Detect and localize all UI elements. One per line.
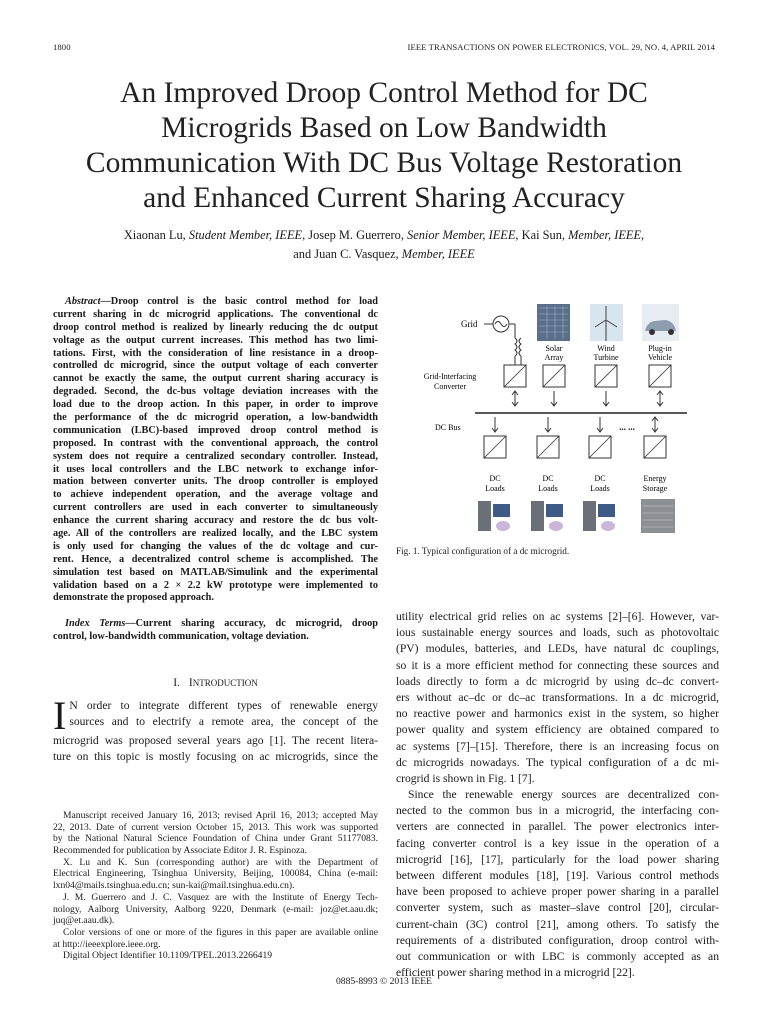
figure-caption: Fig. 1. Typical configuration of a dc microgrid. (396, 546, 570, 556)
load-label: DC (542, 474, 554, 483)
right-column-text (396, 609, 719, 981)
abstract-line: current controllers are used in each converter to simultaneously (53, 502, 378, 514)
section-heading (53, 676, 378, 689)
footnote-line: 22, 2013. Date of current version October 15, 2013. This work was supported (53, 821, 378, 833)
abstract-line: rent. Hence, a decentralized control scheme is accomplished. The (53, 553, 378, 565)
abstract-line: proposed. In contrast with the conventional approach, the control (53, 437, 378, 449)
abstract-line: controlled dc microgrid, since the output voltage of each converter (53, 360, 378, 372)
author-list (40, 226, 728, 263)
body-line: no reactive power and harmonics exist in the system, so higher (396, 707, 719, 721)
grid-label: Grid (461, 319, 478, 329)
title-line: Microgrids Based on Low Bandwidth (161, 112, 607, 144)
body-line: sources and to electrify a remote area, the concept of the (69, 715, 378, 729)
body-line: current-chain (3C) control [21], among others. To satisfy the (396, 917, 719, 931)
abstract-line: demonstrate the proposed approach. (53, 592, 214, 604)
energy-storage-image (641, 499, 675, 533)
vehicle-wheel (668, 329, 674, 335)
body-line: converter system, such as master–slave control [20], circular- (396, 901, 719, 915)
body-line: so it is a more efficient method for connecting these sources and (396, 658, 719, 672)
section-numeral: I. (173, 676, 180, 689)
title-line: Communication With DC Bus Voltage Restoration (85, 147, 683, 179)
body-line: requirements of a distributed configuration, droop control with- (396, 933, 719, 947)
source-label: Wind (597, 344, 615, 353)
drop-cap: I (53, 693, 67, 738)
source-label: Vehicle (648, 353, 672, 362)
author-membership: Member, IEEE (401, 246, 475, 261)
footnote-line: at http://ieeexplore.ieee.org. (53, 938, 161, 950)
body-line: microgrid was proposed several years ago [1]. The recent litera- (53, 734, 378, 747)
solar-array-image (537, 304, 570, 341)
author-membership: Student Member, IEEE (188, 228, 303, 242)
sine-icon (495, 322, 507, 327)
source-label: Array (544, 353, 564, 362)
author-name: , Josep M. Guerrero, (302, 228, 408, 242)
load-label: Storage (642, 484, 668, 493)
body-line: between different modules [18], [19]. Various control methods (396, 869, 719, 882)
ellipsis-text: ... ... (619, 422, 635, 432)
footnote-line: juq@et.aau.dk). (53, 915, 115, 927)
abstract-label: Abstract (65, 296, 101, 307)
abstract-line: communication (LBC)-based improved droop control method is (53, 424, 378, 436)
footnote-line: lxn04@mails.tsinghua.edu.cn; sun-kai@mail.tsinghua.edu.cn). (53, 880, 295, 892)
load-label: Loads (485, 484, 505, 493)
source-label: Turbine (593, 353, 619, 362)
author-membership: Member, IEEE (568, 228, 642, 242)
abstract-line: voltage as the output current increases. This method has two limi- (53, 334, 378, 346)
load-label: DC (489, 474, 501, 483)
bidirectional-arrow-icon (512, 391, 518, 406)
footnote-line: X. Lu and K. Sun (corresponding author) are with the Department of (63, 856, 378, 868)
journal-header: IEEE TRANSACTIONS ON POWER ELECTRONICS, VOL. 29, NO. 4, APRIL 2014 (407, 42, 715, 52)
abstract-line: Abstract—Droop control is the basic control method for load (65, 296, 378, 307)
abstract-line: to achieve independent operation, and the average voltage and (53, 489, 378, 501)
body-line: microgrid [16], [17], particularly for the load power sharing (396, 852, 719, 866)
author-membership: Senior Member, IEEE (407, 228, 516, 242)
body-line: crogrid is shown in Fig. 1 [7]. (396, 771, 535, 785)
dc-bus-label: DC Bus (435, 423, 461, 432)
body-line: ers without ac–dc or dc–ac transformations. In a dc microgrid, (396, 690, 719, 704)
body-line: have been proposed to achieve proper power sharing in a parallel (396, 885, 719, 899)
microgrid-diagram (405, 298, 695, 540)
footnote-line: J. M. Guerrero and J. C. Vasquez are with the Institute of Energy Tech- (63, 891, 378, 903)
down-arrow-icon (603, 391, 609, 406)
author-name: and Juan C. Vasquez, (293, 246, 402, 261)
transformer-icon (515, 324, 521, 365)
body-line: ac systems [7]–[15]. Therefore, there is an increasing focus on (396, 739, 719, 753)
footnote-line: Color versions of one or more of the figures in this paper are available online (63, 926, 378, 938)
abstract-line: degraded. Second, the dc-bus voltage deviation increases with the (53, 386, 378, 398)
body-line: verters are connected in parallel. The power electronics inter- (396, 820, 719, 834)
body-line: power quality and system efficiency are obtained compared to (396, 723, 719, 737)
down-arrow-icon (597, 417, 603, 432)
abstract-line: cannot be exactly the same, the output current sharing accuracy is (53, 373, 378, 385)
body-line: facing converter control is a key issue in the operation of a (396, 836, 719, 850)
load-label: Loads (538, 484, 558, 493)
footnotes (53, 810, 378, 962)
body-line: utility electrical grid relies on ac systems [2]–[6]. However, var- (396, 610, 719, 623)
body-line: efficient power sharing method in a microgrid [22]. (396, 966, 635, 980)
body-line: out communication or with LBC is commonly accepted as an (396, 949, 719, 963)
down-arrow-icon (492, 417, 498, 432)
abstract-line: simulation test based on MATLAB/Simulink and the experimental (53, 566, 378, 578)
body-line: N order to integrate different types of renewable energy (69, 699, 378, 712)
body-line: dc microgrids nowadays. The typical configuration of a dc mi- (396, 755, 719, 769)
abstract-line: enhance the current sharing accuracy and restore the dc bus volt- (53, 515, 378, 527)
index-terms (53, 618, 378, 644)
footnote-line: by the National Natural Science Foundation of China under Grant 51177083. (53, 833, 378, 845)
abstract-line: tations. First, with the consideration of line resistance in a droop- (53, 347, 378, 359)
footnote-line: Manuscript received January 16, 2013; revised April 16, 2013; accepted May (63, 810, 378, 821)
title-line: and Enhanced Current Sharing Accuracy (143, 182, 625, 214)
abstract-line: the performance of the dc microgrid operation, a low-bandwidth (53, 412, 378, 424)
source-label: Plug-in (648, 344, 672, 353)
bidirectional-arrow-icon (652, 417, 658, 432)
load-label: Energy (643, 474, 667, 483)
abstract-line: droop control method is realized by linearly reducing the dc output (53, 321, 378, 333)
page-number: 1800 (53, 42, 71, 52)
body-line: (PV) modules, batteries, and LEDs, have natural dc couplings, (396, 642, 719, 656)
computer-load-image (583, 501, 615, 531)
body-line: ture on this topic is mostly focusing on ac microgrids, since the (53, 750, 378, 764)
body-line: nected to the common bus in a microgrid, the interfacing con- (396, 804, 719, 818)
abstract-line: system does not require a centralized secondary controller. Instead, (53, 450, 378, 462)
author-separator: , (641, 228, 645, 242)
computer-load-image (531, 501, 563, 531)
footnote-line: Electrical Engineering, Tsinghua University, Beijing, 100084, China (e-mail: (53, 868, 378, 880)
abstract-line: age. All of the controllers are realized locally, and the LBC system (53, 528, 378, 540)
vehicle-wheel (649, 329, 655, 335)
title-line: An Improved Droop Control Method for DC (120, 77, 648, 109)
index-terms-line: control, low-bandwidth communication, voltage deviation. (53, 630, 309, 642)
footnote-line: Digital Object Identifier 10.1109/TPEL.2013.2266419 (63, 950, 273, 962)
section-title-first: I (188, 676, 193, 689)
index-terms-label: Index Terms (65, 618, 126, 629)
down-arrow-icon (551, 391, 557, 406)
body-line: loads directly to form a dc microgrid by using dc–dc convert- (396, 674, 719, 688)
index-terms-line: Index Terms—Current sharing accuracy, dc microgrid, droop (65, 618, 378, 629)
abstract-line: load due to the droop action. In this paper, in order to improve (53, 399, 378, 411)
abstract-line: is only used for changing the values of the dc voltage and cur- (53, 540, 378, 552)
computer-load-image (478, 501, 510, 531)
down-arrow-icon (545, 417, 551, 432)
gic-label: Converter (434, 382, 466, 391)
paper-title (40, 76, 728, 216)
body-line: Since the renewable energy sources are decentralized con- (408, 788, 719, 802)
bidirectional-arrow-icon (657, 391, 663, 406)
load-label: Loads (590, 484, 610, 493)
abstract-line: validation based on a 2 × 2.2 kW prototype were implemented to (53, 579, 378, 591)
copyright-footer: 0885-8993 © 2013 IEEE (335, 976, 433, 987)
abstract-line: it uses local controllers and the LBC network to exchange infor- (53, 463, 378, 475)
abstract-line: current sharing in dc microgrid applications. The conventional dc (53, 308, 378, 320)
source-label: Solar (545, 344, 563, 353)
abstract-line: mation between converter units. The droop controller is employed (53, 476, 378, 488)
body-line: ious sustainable energy sources and loads, such as photovoltaic (396, 626, 719, 640)
intro-paragraph (53, 693, 378, 765)
gic-label: Grid-Interfacing (423, 372, 477, 381)
author-name: Xiaonan Lu, (123, 228, 189, 242)
abstract (53, 296, 378, 605)
footnote-line: nology, Aalborg University, Aalborg 9220, Denmark (e-mail: joz@et.aau.dk; (53, 903, 378, 915)
load-label: DC (594, 474, 606, 483)
section-title-rest: NTRODUCTION (192, 678, 258, 688)
footnote-line: Recommended for publication by Associate Editor J. R. Espinoza. (53, 845, 307, 857)
author-name: , Kai Sun, (515, 228, 569, 242)
